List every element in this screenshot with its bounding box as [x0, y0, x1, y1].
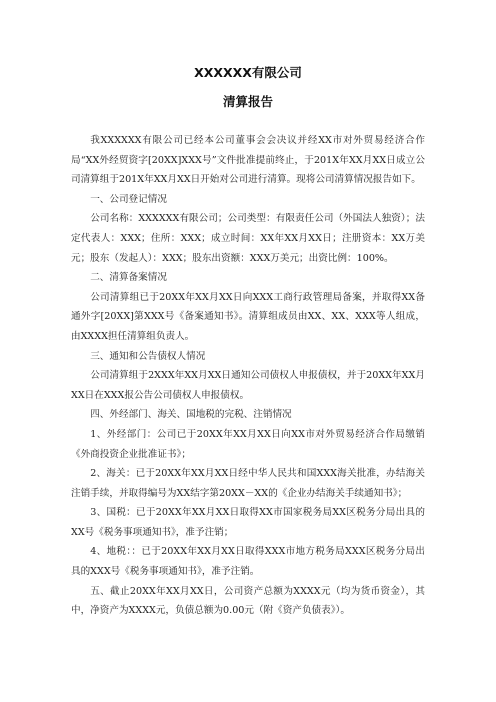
item-local-tax: 4、地税：：已于20XX年XX月XX日取得XXX市地方税务局XXX区税务分局出具的XXX号《税务事项通知书》，准予注销。 — [71, 546, 425, 578]
creditors-paragraph: 公司清算组于2XXX年XX月XX日通知公司债权人申报债权，并于20XX年XX月XX日在XXX报公告公司债权人申报债权。 — [71, 370, 425, 401]
item-national-tax: 3、国税：已于20XX年XX月XX日取得XX市国家税务局XX区税务分局出具的XX号《税务事项通知书》，准予注销； — [71, 507, 425, 538]
item-customs: 2、海关：已于20XX年XX月XX日经中华人民共和国XXX海关批准，办结海关注销手续，并取得编号为XX结字第20XX－XX的《企业办结海关手续通知书》； — [71, 468, 425, 499]
section-heading-deregistration: 四、外经部门、海关、国地税的完税、注销情况 — [90, 409, 292, 421]
section-heading-registration: 一、公司登记情况 — [90, 193, 167, 205]
section-heading-creditors: 三、通知和公告债权人情况 — [90, 350, 206, 362]
document-body — [71, 131, 425, 621]
assets-paragraph: 五、截止20XX年XX月XX日，公司资产总额为XXXX元（均为货币资金），其中，净资产为XXXX元，负债总额为0.00元（附《资产负债表》）。 — [71, 585, 425, 617]
document-title: 清算报告 — [222, 94, 273, 109]
item-foreign-trade: 1、外经部门：公司已于20XX年XX月XX日向XX市对外贸易经济合作局缴销《外商投资企业批准证书》； — [71, 428, 425, 460]
filing-paragraph: 公司清算组已于20XX年XX月XX日向XXX工商行政管理局备案，并取得XX备通外字[20XX]第XXX号《备案通知书》。清算组成员由XX、XX、XXX等人组成，由XXXX担任清算组负责人。 — [71, 291, 425, 342]
registration-paragraph: 公司名称：XXXXXX有限公司；公司类型：有限责任公司（外国法人独资）；法定代表人：XXX；住所：XXX；成立时间：XX年XX月XX日；注册资本：XX万美元；股东（发起人）：XXX；股东出资额：XXX万美元；出资比例：100%。 — [71, 213, 425, 264]
company-name: XXXXXX有限公司 — [194, 65, 302, 80]
intro-paragraph: 我XXXXXX有限公司已经本公司董事会会决议并经XX市对外贸易经济合作局“XX外经贸资字[20XX]XXX号”文件批准提前终止，于201X年XX月XX日成立公司清算组于201X年XX月XX日开始对公司进行清算。现将公司清算情况报告如下。 — [71, 135, 425, 186]
section-heading-filing: 二、清算备案情况 — [90, 272, 167, 284]
